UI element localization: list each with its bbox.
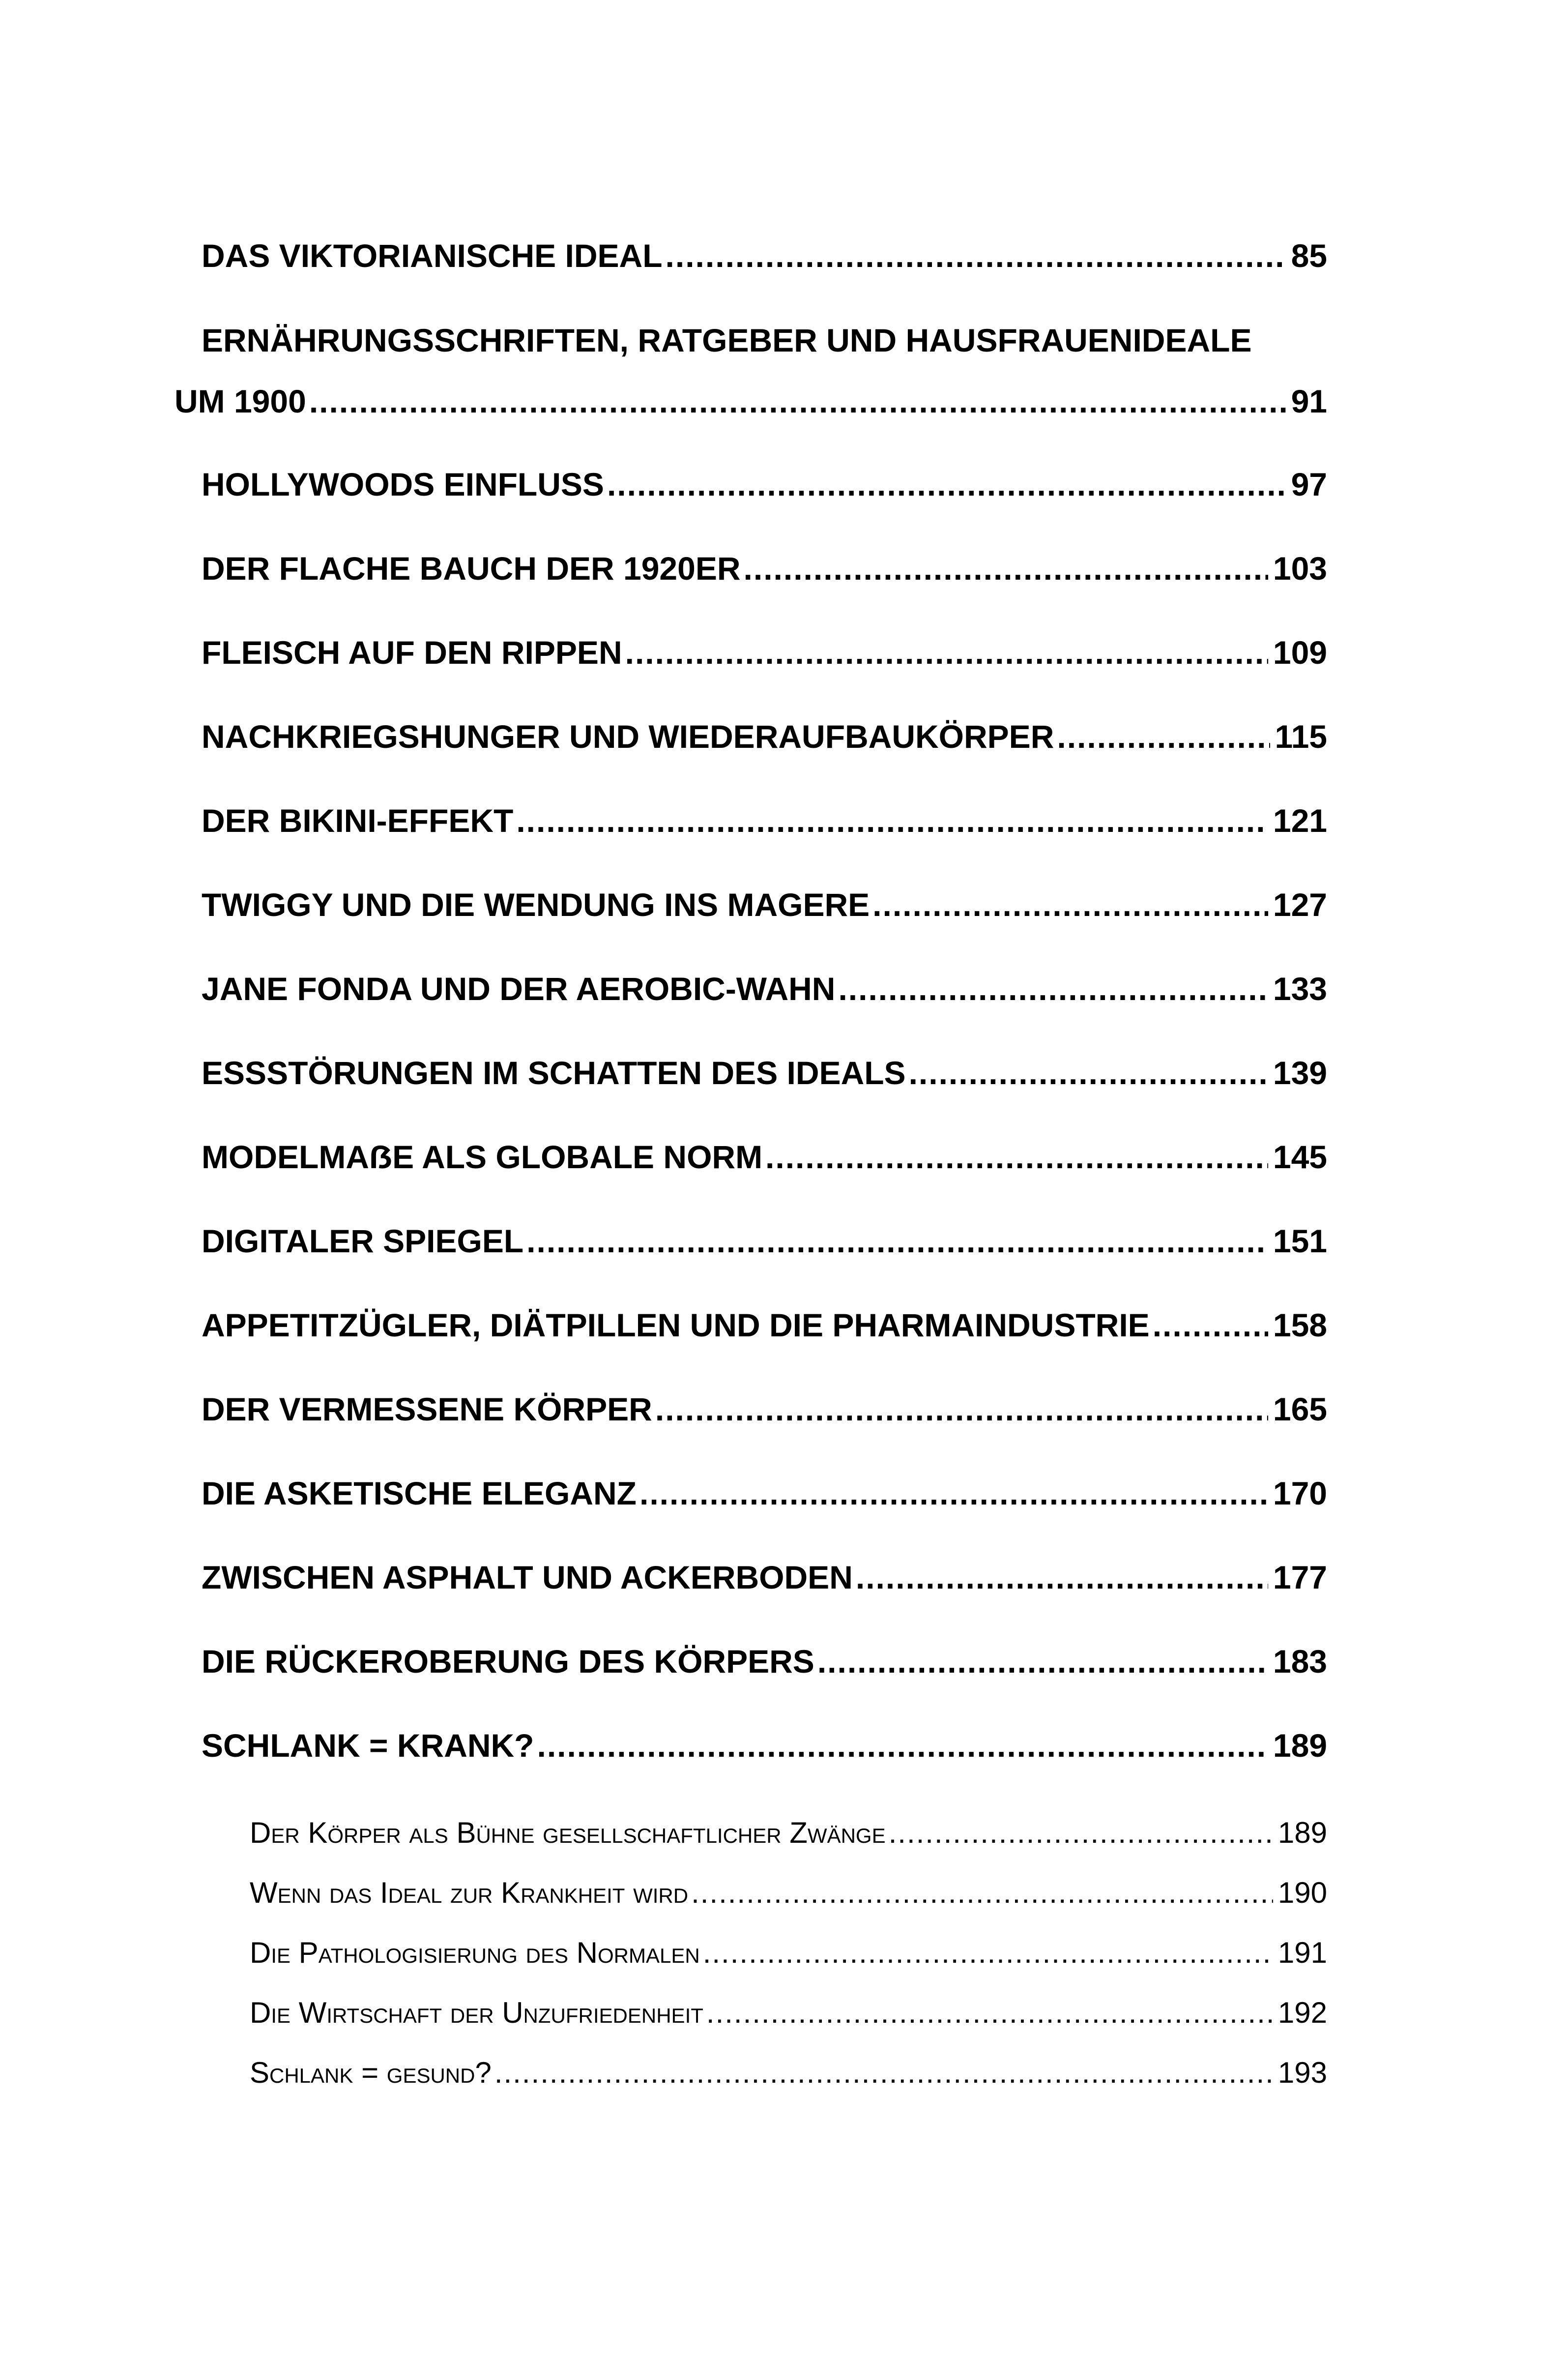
leader-dots: [872, 885, 1268, 924]
leader-dots: [537, 1726, 1268, 1765]
toc-entry[interactable]: [202, 1389, 1327, 1429]
toc-subentry[interactable]: [250, 1874, 1327, 1912]
toc-entry-page: 109: [1273, 634, 1327, 671]
toc-entry-title: DIE ASKETISCHE ELEGANZ: [202, 1475, 637, 1511]
leader-dots: [889, 1814, 1273, 1852]
toc-subentry-page: 189: [1278, 1816, 1327, 1849]
toc-entry-title: ZWISCHEN ASPHALT UND ACKERBODEN: [202, 1559, 853, 1595]
toc-subentry[interactable]: [250, 2054, 1327, 2092]
toc-entry-page: 189: [1273, 1727, 1327, 1764]
toc-entry[interactable]: [202, 885, 1327, 924]
leader-dots: [639, 1474, 1268, 1513]
toc-subentry-page: 191: [1278, 1936, 1327, 1969]
toc-entry-page: 170: [1273, 1475, 1327, 1511]
toc-entry-title: DIGITALER SPIEGEL: [202, 1223, 524, 1259]
toc-entry-title: DER VERMESSENE KÖRPER: [202, 1391, 652, 1427]
toc-subentry-title: Schlank = gesund?: [250, 2056, 492, 2089]
toc-subentry-page: 192: [1278, 1996, 1327, 2029]
toc-entry-page: 177: [1273, 1559, 1327, 1595]
leader-dots: [706, 1994, 1273, 2032]
toc-entry-page: 139: [1273, 1055, 1327, 1091]
toc-subentry[interactable]: [250, 1994, 1327, 2032]
leader-dots: [765, 1137, 1268, 1177]
toc-entry[interactable]: [202, 969, 1327, 1008]
leader-dots: [516, 801, 1268, 840]
toc-entry-title: JANE FONDA UND DER AEROBIC-WAHN: [202, 971, 836, 1007]
toc-entry-title-line-1[interactable]: ERNÄHRUNGSSCHRIFTEN, RATGEBER UND HAUSFRAUENIDEALE: [202, 322, 1252, 358]
toc-subentry[interactable]: [250, 1814, 1327, 1852]
leader-dots: [909, 1053, 1268, 1092]
toc-entry-title: SCHLANK = KRANK?: [202, 1727, 534, 1764]
leader-dots: [666, 236, 1286, 275]
toc-entry-page: 151: [1273, 1223, 1327, 1259]
toc-entry[interactable]: [202, 236, 1327, 275]
leader-dots: [703, 1934, 1273, 1972]
toc-subentry-page: 190: [1278, 1876, 1327, 1909]
toc-entry-page: 165: [1273, 1391, 1327, 1427]
toc-entry-page: 133: [1273, 971, 1327, 1007]
toc-entry[interactable]: [202, 1221, 1327, 1261]
toc-entry-title: NACHKRIEGSHUNGER UND WIEDERAUFBAUKÖRPER: [202, 718, 1054, 755]
leader-dots: [625, 633, 1268, 672]
toc-entry-title: DIE RÜCKEROBERUNG DES KÖRPERS: [202, 1643, 814, 1680]
toc-entry-page: 85: [1291, 237, 1327, 274]
toc-entry[interactable]: [202, 1305, 1327, 1345]
toc-entry-title: TWIGGY UND DIE WENDUNG INS MAGERE: [202, 886, 870, 923]
toc-entry[interactable]: [202, 1474, 1327, 1513]
toc-entry[interactable]: [202, 1558, 1327, 1597]
toc-subentry-title: Die Wirtschaft der Unzufriedenheit: [250, 1996, 703, 2029]
toc-entry-title: FLEISCH AUF DEN RIPPEN: [202, 634, 622, 671]
leader-dots: [309, 382, 1286, 421]
toc-entry-page: 97: [1291, 466, 1327, 502]
toc-entry-page: 103: [1273, 550, 1327, 587]
toc-entry[interactable]: [174, 382, 1327, 421]
toc-entry-page: 121: [1273, 802, 1327, 839]
toc-entry[interactable]: [202, 1053, 1327, 1092]
toc-entry[interactable]: [202, 549, 1327, 588]
toc-entry[interactable]: [202, 1137, 1327, 1177]
toc-entry[interactable]: [202, 465, 1327, 504]
toc-subentry[interactable]: [250, 1934, 1327, 1972]
toc-entry[interactable]: [202, 633, 1327, 672]
toc-entry-page: 183: [1273, 1643, 1327, 1680]
toc-entry-page: 91: [1291, 383, 1327, 419]
toc-entry-page: 145: [1273, 1139, 1327, 1175]
toc-entry[interactable]: [202, 1642, 1327, 1681]
toc-entry[interactable]: [202, 1726, 1327, 1765]
toc-entry-title: HOLLYWOODS EINFLUSS: [202, 466, 604, 502]
toc-subentry-page: 193: [1278, 2056, 1327, 2089]
leader-dots: [1057, 717, 1270, 756]
toc-entry-page: 115: [1275, 718, 1327, 755]
leader-dots: [838, 969, 1268, 1008]
toc-entry[interactable]: [202, 801, 1327, 840]
leader-dots: [1153, 1305, 1268, 1345]
leader-dots: [655, 1389, 1268, 1429]
toc-entry-title: MODELMAẞE ALS GLOBALE NORM: [202, 1139, 763, 1175]
toc-entry-title: APPETITZÜGLER, DIÄTPILLEN UND DIE PHARMAINDUSTRIE: [202, 1307, 1150, 1343]
leader-dots: [494, 2054, 1273, 2092]
toc-entry-page: 127: [1273, 886, 1327, 923]
toc-entry-title-line-2: UM 1900: [174, 383, 306, 419]
toc-entry-title: DER BIKINI-EFFEKT: [202, 802, 514, 839]
toc-entry-page: 158: [1273, 1307, 1327, 1343]
leader-dots: [856, 1558, 1268, 1597]
leader-dots: [817, 1642, 1268, 1681]
toc-subentry-title: Der Körper als Bühne gesellschaftlicher Zwänge: [250, 1816, 886, 1849]
toc-entry-title: DER FLACHE BAUCH DER 1920ER: [202, 550, 741, 587]
leader-dots: [744, 549, 1268, 588]
toc-subentry-title: Wenn das Ideal zur Krankheit wird: [250, 1876, 689, 1909]
toc-entry[interactable]: [202, 717, 1327, 756]
toc-entry-title: ESSSTÖRUNGEN IM SCHATTEN DES IDEALS: [202, 1055, 906, 1091]
leader-dots: [526, 1221, 1268, 1261]
toc-subentry-title: Die Pathologisierung des Normalen: [250, 1936, 700, 1969]
toc-entry-title: DAS VIKTORIANISCHE IDEAL: [202, 237, 663, 274]
leader-dots: [607, 465, 1286, 504]
leader-dots: [691, 1874, 1273, 1912]
